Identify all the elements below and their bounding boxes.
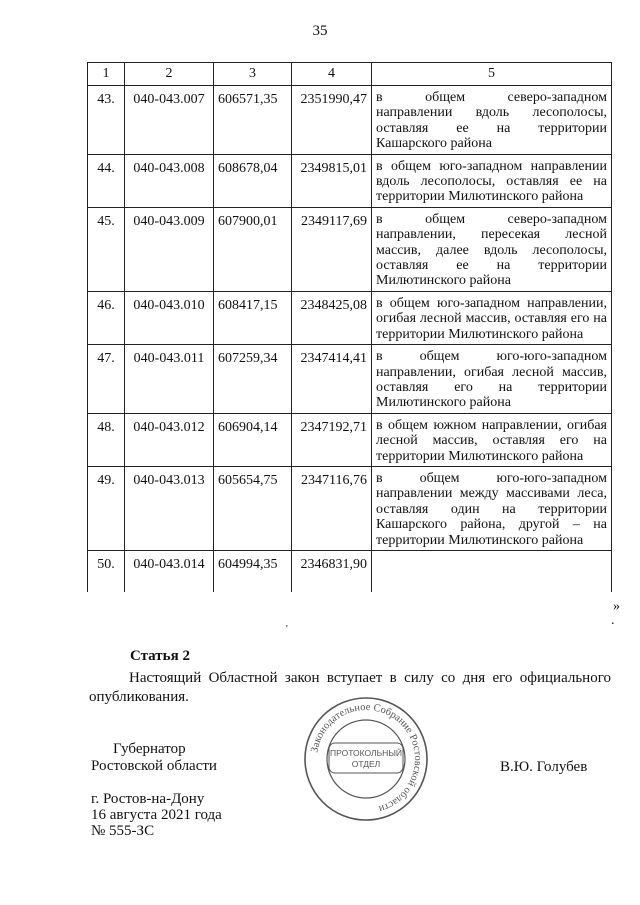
- point-code-cell: 040-043.012: [125, 413, 214, 466]
- signatory-title: [91, 741, 217, 775]
- direction-description-cell: в общем юго-западном направлении, огибая лесной массив, оставляя его на территории Милютинского района: [372, 291, 612, 344]
- header-cell: 2: [125, 63, 214, 86]
- direction-description-cell: в общем северо-западном направлении, пересекая лесной массив, далее вдоль лесополосы, оставляя ее на территории Милютинского района: [372, 207, 612, 291]
- row-number-cell: 48.: [88, 413, 125, 466]
- direction-description-cell: в общем юго-западном направлении вдоль лесополосы, оставляя ее на территории Милютинского района: [372, 154, 612, 207]
- point-code-cell: 040-043.014: [125, 550, 214, 592]
- table-row: [88, 466, 612, 550]
- direction-description-cell: в общем юго-юго-западном направлении, огибая лесной массив, оставляя его на территории Милютинского района: [372, 345, 612, 414]
- y-coordinate-cell: 2349815,01: [292, 154, 372, 207]
- x-coordinate-cell: 604994,35: [214, 550, 292, 592]
- x-coordinate-cell: 607259,34: [214, 345, 292, 414]
- x-coordinate-cell: 606904,14: [214, 413, 292, 466]
- row-number-cell: 49.: [88, 466, 125, 550]
- x-coordinate-cell: 606571,35: [214, 86, 292, 155]
- law-number: № 555-ЗС: [91, 823, 155, 839]
- y-coordinate-cell: 2347116,76: [292, 466, 372, 550]
- table-row: [88, 291, 612, 344]
- table-row: [88, 550, 612, 592]
- direction-description-cell: в общем северо-западном направлении вдоль лесополосы, оставляя ее на территории Кашарского района: [372, 86, 612, 155]
- seal-center-line: ОТДЕЛ: [351, 759, 381, 769]
- header-cell: 3: [214, 63, 292, 86]
- row-number-cell: 43.: [88, 86, 125, 155]
- signatory-title-line: Губернатор: [113, 741, 186, 757]
- closing-quote: »: [613, 599, 620, 614]
- y-coordinate-cell: 2349117,69: [292, 207, 372, 291]
- table-header-row: [88, 63, 612, 86]
- scan-speck: ': [286, 624, 288, 635]
- y-coordinate-cell: 2347414,41: [292, 345, 372, 414]
- date: 16 августа 2021 года: [91, 807, 222, 823]
- y-coordinate-cell: 2348425,08: [292, 291, 372, 344]
- seal-center-line: ПРОТОКОЛЬНЫЙ: [330, 748, 402, 758]
- x-coordinate-cell: 605654,75: [214, 466, 292, 550]
- row-number-cell: 50.: [88, 550, 125, 592]
- x-coordinate-cell: 608417,15: [214, 291, 292, 344]
- table-row: [88, 154, 612, 207]
- x-coordinate-cell: 607900,01: [214, 207, 292, 291]
- direction-description-cell: [372, 550, 612, 592]
- signatory-name: В.Ю. Голубев: [500, 759, 588, 775]
- point-code-cell: 040-043.009: [125, 207, 214, 291]
- seal-ring-text: Законодательное Собрание Ростовской области: [309, 701, 424, 815]
- header-cell: 4: [292, 63, 372, 86]
- row-number-cell: 45.: [88, 207, 125, 291]
- header-cell: 1: [88, 63, 125, 86]
- city: г. Ростов-на-Дону: [91, 791, 205, 807]
- point-code-cell: 040-043.010: [125, 291, 214, 344]
- y-coordinate-cell: 2347192,71: [292, 413, 372, 466]
- row-number-cell: 46.: [88, 291, 125, 344]
- x-coordinate-cell: 608678,04: [214, 154, 292, 207]
- header-cell: 5: [372, 63, 612, 86]
- point-code-cell: 040-043.011: [125, 345, 214, 414]
- table-row: [88, 86, 612, 155]
- table-row: [88, 345, 612, 414]
- point-code-cell: 040-043.008: [125, 154, 214, 207]
- page-number: 35: [312, 23, 328, 39]
- row-number-cell: 44.: [88, 154, 125, 207]
- table-row: [88, 207, 612, 291]
- article-heading: Статья 2: [130, 648, 190, 664]
- closing-dot: .: [611, 613, 615, 628]
- official-seal-stamp: [302, 695, 430, 823]
- point-code-cell: 040-043.007: [125, 86, 214, 155]
- place-date-number: [91, 791, 222, 839]
- y-coordinate-cell: 2351990,47: [292, 86, 372, 155]
- article-text: Настоящий Областной закон вступает в силу со дня его официального опубликования.: [89, 670, 611, 705]
- y-coordinate-cell: 2346831,90: [292, 550, 372, 592]
- point-code-cell: 040-043.013: [125, 466, 214, 550]
- direction-description-cell: в общем южном направлении, огибая лесной массив, оставляя его на территории Милютинского района: [372, 413, 612, 466]
- boundary-points-table: [87, 62, 612, 592]
- direction-description-cell: в общем юго-юго-западном направлении между массивами леса, оставляя один на территории Кашарского района, другой – на территории Милютинского района: [372, 466, 612, 550]
- row-number-cell: 47.: [88, 345, 125, 414]
- table-row: [88, 413, 612, 466]
- signatory-title-line: Ростовской области: [91, 758, 217, 774]
